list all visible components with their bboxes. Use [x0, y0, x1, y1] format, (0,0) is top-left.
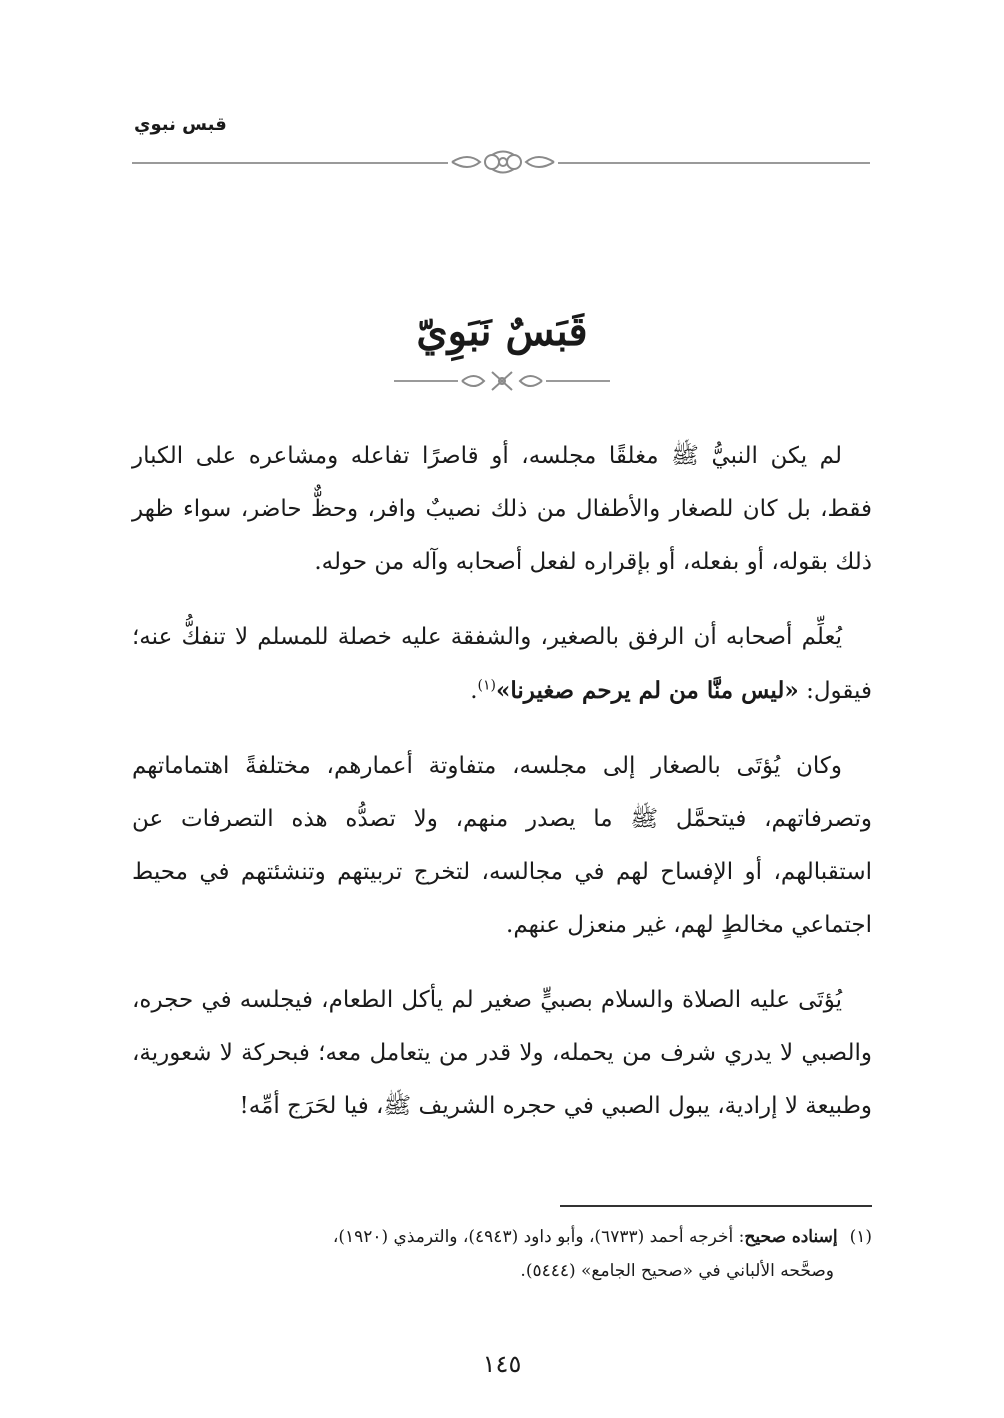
- title-ornament-icon: [458, 366, 546, 396]
- paragraph-2-text: يُعلِّم أصحابه أن الرفق بالصغير، والشفقة عليه خصلة للمسلم لا تنفكُّ عنه؛ فيقول:: [132, 624, 872, 704]
- footnote-ref[interactable]: (١): [477, 677, 496, 694]
- paragraph-4: يُؤتَى عليه الصلاة والسلام بصبيٍّ صغير لم يأكل الطعام، فيجلسه في حجره، والصبي لا يدري شرف من يحمله، ولا قدر من يتعامل معه؛ فبحركة لا شعورية، وطبيعة لا إرادية، يبول الصبي في حجره الشريف ﷺ، فيا لحَرَج أمِّه!: [132, 987, 872, 1119]
- paragraph-2: [132, 611, 872, 718]
- paragraph-2-end: .: [470, 678, 478, 704]
- footnote-line-1: [132, 1220, 872, 1254]
- paragraph-1: لم يكن النبيُّ ﷺ مغلقًا مجلسه، أو قاصرًا تفاعله ومشاعره على الكبار فقط، بل كان للصغار والأطفال من ذلك نصيبٌ وافر، وحظٌّ حاضر، سواء ظهر ذلك بقوله، أو بفعله، أو بإقراره لفعل أصحابه وآله من حوله.: [132, 443, 872, 575]
- running-head: قبس نبوي: [134, 114, 227, 135]
- paragraph-3: وكان يُؤتَى بالصغار إلى مجلسه، متفاوتة أعمارهم، مختلفةً اهتماماتهم وتصرفاتهم، فيتحمَّل ﷺ ما يصدر منهم، ولا تصدُّه هذه التصرفات عن استقبالهم، أو الإفساح لهم في مجالسه، لتخرج تربيتهم وتنشئتهم في محيط اجتماعي مخالطٍ لهم، غير منعزل عنهم.: [132, 753, 872, 938]
- footnote-number: (١): [849, 1227, 872, 1247]
- footnotes: [132, 1220, 872, 1288]
- footnote-line-2: وصحَّحه الألباني في «صحيح الجامع» (٥٤٤٤).: [520, 1261, 834, 1281]
- body-text: [132, 430, 872, 1155]
- hadith-quote: «ليس منَّا من لم يرحم صغيرنا»: [496, 677, 799, 704]
- chapter-title: قَبَسٌ نَبَوِيّ: [416, 308, 588, 355]
- page-number: ١٤٥: [482, 1350, 522, 1378]
- footnote-rule: [560, 1205, 872, 1207]
- footnote-text: : أخرجه أحمد (٦٧٣٣)، وأبو داود (٤٩٤٣)، والترمذي (١٩٢٠)،: [332, 1227, 745, 1247]
- footnote-label: إسناده صحيح: [744, 1227, 838, 1247]
- header-ornament-icon: [448, 146, 558, 178]
